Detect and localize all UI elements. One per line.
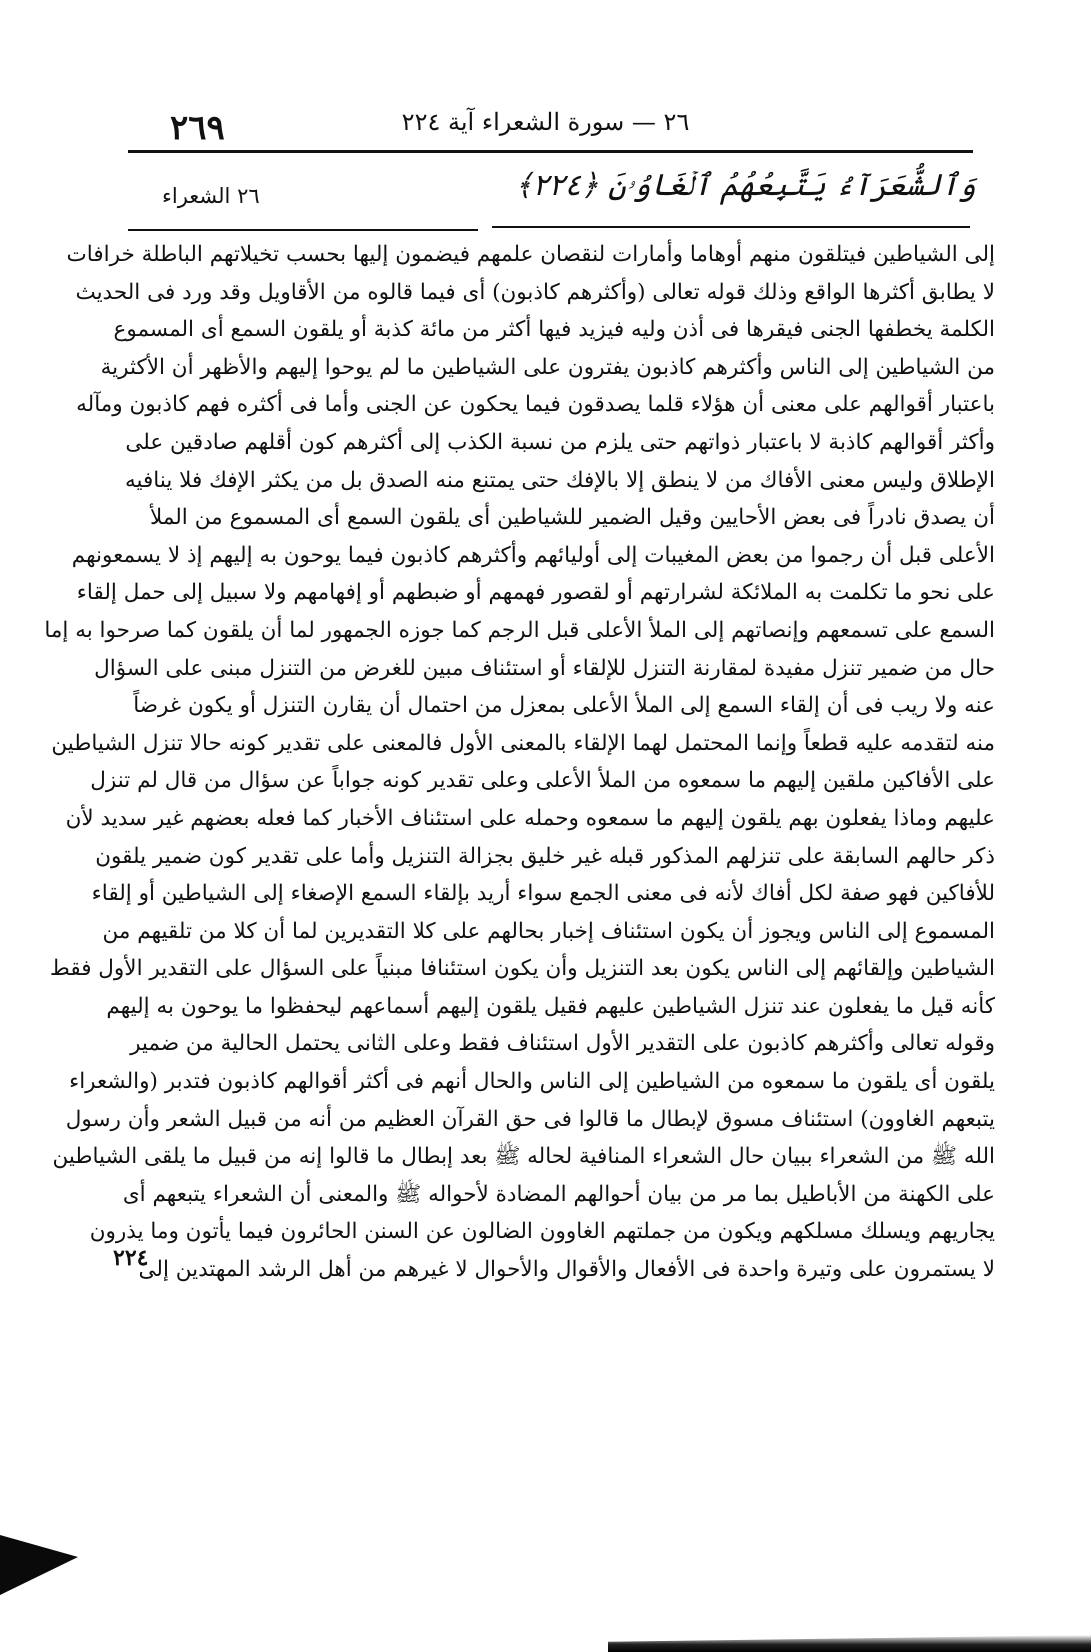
text-line: على الكهنة من الأباطيل بما مر من بيان أحوالهم المضادة لأحواله ﷺ والمعنى أن الشعراء يتبعهم أى xyxy=(122,1181,995,1207)
text-line: كأنه قيل ما يفعلون عند تنزل الشياطين عليهم فقيل يلقون إليهم أسماعهم ليحفظوا ما يوحون به إليهم xyxy=(106,993,995,1019)
verse-heading: وَٱلشُّعَرَآءُ يَتَّبِعُهُمُ ٱلۡغَاوُۥنَ ﴿٢٢٤﴾ xyxy=(514,168,976,203)
text-line: الإطلاق وليس معنى الأفاك من لا ينطق إلا بالإفك حتى يمتنع منه الصدق بل من يكثر الإفك فلا ينافيه xyxy=(124,467,995,493)
text-line: باعتبار أقوالهم على معنى أن هؤلاء قلما يصدقون فيما يحكون عن الجنى وأما فى أكثره فهم كاذبون ومآله xyxy=(76,392,995,418)
scan-shadow-bottom xyxy=(608,1635,1091,1652)
text-line: على نحو ما تكلمت به الملائكة لشرارتهم أو لقصور فهمهم أو ضبطهم أو إفهامهم ولا سبيل إلى حمل إلقاء xyxy=(76,580,995,606)
text-line: يتبعهم الغاوون) استئناف مسوق لإبطال ما قالوا فى حق القرآن العظيم من أنه من قبيل الشعر وأن رسول xyxy=(65,1106,995,1132)
section-rule-left xyxy=(128,229,478,231)
text-line: للأفاكين فهو صفة لكل أفاك لأنه فى معنى الجمع سواء أريد بإلقاء السمع الإصغاء إلى الشياطين أو إلقاء xyxy=(91,881,995,907)
margin-verse-number: ٢٢٤ xyxy=(113,1245,149,1271)
text-line: الشياطين وإلقائهم إلى الناس يكون بعد التنزيل وأن يكون استئنافا مبنياً على السؤال على التقدير الأول فقط xyxy=(49,956,995,982)
text-line: الله ﷺ من الشعراء ببيان حال الشعراء المنافية لحاله ﷺ بعد إبطال ما قالوا إنه من قبيل ما يلقى الشياطين xyxy=(52,1144,995,1170)
text-line: حال من ضمير تنزل مفيدة لمقارنة التنزل للإلقاء أو استئناف مبين للغرض من التنزل مبنى على السؤال xyxy=(94,655,995,681)
text-line: وأكثر أقوالهم كاذبة لا باعتبار ذواتهم حتى يلزم من نسبة الكذب إلى أكثرهم كون أقلهم صادقين على xyxy=(125,429,995,455)
text-line: الكلمة يخطفها الجنى فيقرها فى أذن وليه فيزيد فيها أكثر من مائة كذبة أو يلقون السمع أى المسموع xyxy=(113,317,995,343)
text-line: يلقون أى يلقون ما سمعوه من الشياطين إلى الناس والحال أنهم فى أكثر أقوالهم كاذبون فتدبر (والشعراء xyxy=(69,1069,995,1095)
text-line: عنه ولا ريب فى أن إلقاء السمع إلى الملأ الأعلى بمعزل من احتمال أن يقارن التنزل أو يكون غرضاً xyxy=(133,693,995,719)
text-line: ذكر حالهم السابقة على تنزلهم المذكور قبله غير خليق بجزالة التنزيل وأما على تقدير كون ضمير يلقون xyxy=(95,843,995,869)
text-line: لا يستمرون على وتيرة واحدة فى الأفعال والأقوال والأحوال لا غيرهم من أهل الرشد المهتدين إلى xyxy=(138,1257,995,1283)
text-line: من الشياطين إلى الناس وأكثرهم كاذبون يفترون على الشياطين ما لم يوحوا إليهم والأظهر أن الأكثرية xyxy=(100,354,995,380)
text-line: لا يطابق أكثرها الواقع وذلك قوله تعالى (وأكثرهم كاذبون) أى فيما قالوه من الأقاويل وقد ورد فى الحديث xyxy=(75,279,995,305)
text-line: الأعلى قبل أن رجموا من بعض المغيبات إلى أوليائهم وأكثرهم كاذبون فيما يوحون به إليهم إذ لا يسمعونهم xyxy=(71,542,995,568)
text-line: عليهم وماذا يفعلون بهم يلقون إليهم ما سمعوه وحمله على استئناف الأخبار كما فعله بعضهم غير سديد لأن xyxy=(65,805,995,831)
text-line: منه لتقدمه عليه قطعاً وإنما المحتمل لهما الإلقاء بالمعنى الأول فالمعنى على تقدير كونه حالا تنزل الشياطين xyxy=(51,730,995,756)
text-line: وقوله تعالى وأكثرهم كاذبون على التقدير الأول استئناف فقط وعلى الثانى يحتمل الحالية من ضمير xyxy=(130,1031,995,1057)
section-rule-right xyxy=(492,226,970,228)
text-line: أن يصدق نادراً فى بعض الأحايين وقيل الضمير للشياطين أى يلقون السمع أى المسموع من الملأ xyxy=(150,505,995,531)
scan-shadow-corner xyxy=(0,1535,78,1595)
text-line: على الأفاكين ملقين إليهم ما سمعوه من الملأ الأعلى وعلى تقدير كونه جواباً عن سؤال من قال لم تنزل xyxy=(90,768,995,794)
text-line: يجاريهم ويسلك مسلكهم ويكون من جملتهم الغاوون الضالون عن السنن الحائرون فيما يأتون وما يذرون xyxy=(89,1219,995,1245)
text-line: المسموع إلى الناس ويجوز أن يكون استئناف إخبار بحالهم على كلا التقديرين لما أن كلا من تلقيهم من xyxy=(102,918,995,944)
text-line: السمع على تسمعهم وإنصاتهم إلى الملأ الأعلى قبل الرجم كما جوزه الجمهور لما أن يلقون كما صرحوا به إما xyxy=(44,617,995,643)
text-line: إلى الشياطين فيتلقون منهم أوهاما وأمارات لنقصان علمهم فيضمون إليها بحسب تخيلاتهم الباطلة خرافات xyxy=(66,242,995,267)
surah-tag: ٢٦ الشعراء xyxy=(162,184,260,208)
page-number: ٢٦٩ xyxy=(170,108,225,148)
header-rule xyxy=(128,150,973,153)
running-title: ٢٦ — سورة الشعراء آية ٢٢٤ xyxy=(401,108,690,136)
